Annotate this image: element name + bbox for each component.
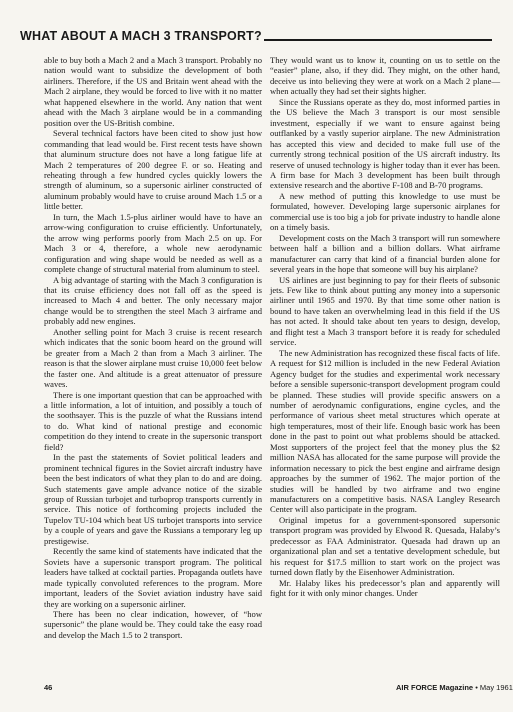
title-rule — [264, 39, 492, 41]
issue-credit — [396, 683, 513, 692]
paragraph: Recently the same kind of statements have indicated that the Soviets have a supersonic transport program. The political leaders have talked at cocktail parties. Propaganda outlets have made typically convoluted references to the program. More important, leaders of the Soviet aviation industry have said they are working on a supersonic airliner. — [44, 546, 262, 609]
paragraph: Several technical factors have been cited to show just how commanding that lead would be. First recent tests have shown that aluminum structure does not have a long fatigue life at Mach 2 temperatures of 200 degree F. or so. Heating and reheating through a few hundred cycles quickly lowers the strength of aluminum, so a supersonic airliner constructed of aluminum probably would have to cruise around Mach 1.5 or a little better. — [44, 128, 262, 212]
right-column — [270, 55, 500, 655]
paragraph: Mr. Halaby likes his predecessor’s plan and apparently will fight for it with only minor changes. Under — [270, 577, 500, 599]
magazine-name: AIR FORCE Magazine — [396, 683, 474, 692]
paragraph: There has been no clear indication, however, of “how supersonic” the plane would be. They could take the easy road and develop the Mach 1.5 to 2 transport. — [44, 609, 262, 640]
paragraph: The new Administration has recognized these fiscal facts of life. A request for $12 million is included in the new Federal Aviation Agency budget for the studies and experimental work necessary before a sensible supersonic-transport development program could be planned. These studies will provide specific answers on a number of aerodynamic configurations, engine cycles, and the performance of various sheet metal structures which operate at high temperatures, most of their life. Enough basic work has been done in the past to point out what problems should be attacked. Most supporters of the project feel that the money plus the $2 million NASA has allocated for the same purpose will provide the information necessary to pick the best engine and airframe design approaches by the summer of 1962. The major portion of the studies will be handled by two airframe and two engine manufacturers on a competitive basis. NASA Langley Research Center will also participate in the program. — [270, 347, 500, 515]
paragraph: They would want us to know it, counting on us to settle on the “easier” plane, also, if they did. They might, on the other hand, deceive us into believing they were at work on a Mach 2 plane—when actually they had set their sights higher. — [270, 55, 500, 97]
paragraph: A new method of putting this knowledge to use must be formulated, however. Developing large supersonic airplanes for commercial use is too big a job for private industry to handle alone on a timely basis. — [270, 190, 500, 233]
footer-separator: • — [475, 683, 478, 692]
paragraph: There is one important question that can be approached with a little information, a lot of intuition, and possibly a touch of the soothsayer. This is the puzzle of what the Russians intend to do. What kind of national prestige and economic competition do they intend to create in the supersonic transport field? — [44, 389, 262, 452]
issue-date: May 1961 — [479, 683, 513, 692]
article-header — [20, 22, 492, 42]
left-column — [44, 55, 262, 655]
paragraph: In the past the statements of Soviet political leaders and prominent technical figures in the Soviet aircraft industry have been the best indicators of what they plan to do and are doing. Such statements gave ample advance notice of the sizable group of Russian turbojet and turboprop transports currently in service. This notice of forthcoming projects included the Tupelov TU-104 which beat US turbojet transports into service by a couple of years and gave the Russians a temporary leg up prestigewise. — [44, 452, 262, 546]
paragraph: US airlines are just beginning to pay for their fleets of subsonic jets. Few like to think about putting any money into a supersonic airliner until 1965 and 1970. By that time some other nation is bound to have taken an overwhelming lead in this field if the US has not acted. It should take about ten years to design, develop, and flight test a Mach 3 transport before it is ready for scheduled service. — [270, 274, 500, 348]
paragraph: Since the Russians operate as they do, most informed parties in the US believe the Mach 3 transport is our most sensible investment, especially if we want to ensure against being outflanked by a vastly superior airplane. The new Administration has accepted this view and decided to make full use of the currently strong technical position of the US aircraft industry. Its reserve of unused technology is higher today than it ever has been. A firm base for Mach 3 development has been built through extensive research and the abortive F-108 and B-70 programs. — [270, 96, 500, 191]
paragraph: Original impetus for a government-sponsored supersonic transport program was provided by Elwood R. Quesada, Halaby’s predecessor as FAA Administrator. Quesada had drawn up an organizational plan and set a tentative development schedule, but his request for $17.5 million to start work on the project was turned down flatly by the Eisenhower Administration. — [270, 514, 500, 578]
paragraph: Another selling point for Mach 3 cruise is recent research which indicates that the sonic boom heard on the ground will be greater from a Mach 2 than from a Mach 3 airliner. The reason is that the slower airplane must cruise 10,000 feet below the faster one. And altitude is a great attenuator of pressure waves. — [44, 326, 262, 390]
page-number: 46 — [44, 683, 53, 692]
article-title: WHAT ABOUT A MACH 3 TRANSPORT? — [20, 28, 262, 43]
paragraph: able to buy both a Mach 2 and a Mach 3 transport. Probably no nation would want to subsidize the development of both airliners. Therefore, if the US and Britain went ahead with the Mach 2 airplane, they would be forced to live with it no matter what happened elsewhere in the world. Any nation that went ahead with the Mach 3 airplane would be in a commanding position over the US-British combine. — [44, 55, 262, 128]
paragraph: Development costs on the Mach 3 transport will run somewhere between half a billion and a billion dollars. What airframe manufacturer can carry that kind of a financial burden alone for several years in the hope that someone will buy his airplane? — [270, 232, 500, 275]
paragraph: In turn, the Mach 1.5-plus airliner would have to have an arrow-wing configuration to cruise efficiently. Unfortunately, the arrow wing performs poorly from Mach 2.5 on up. For Mach 3 or 4, therefore, a whole new aerodynamic configuration and wing shape would be needed as well as a complete change of structural material from aluminum to steel. — [44, 211, 262, 275]
paragraph: A big advantage of starting with the Mach 3 configuration is that its cruise efficiency does not fall off as the speed is increased to Mach 4 and better. The only necessary major change would be to strengthen the steel Mach 3 airframe and probably add new engines. — [44, 274, 262, 327]
page-footer — [0, 683, 513, 695]
